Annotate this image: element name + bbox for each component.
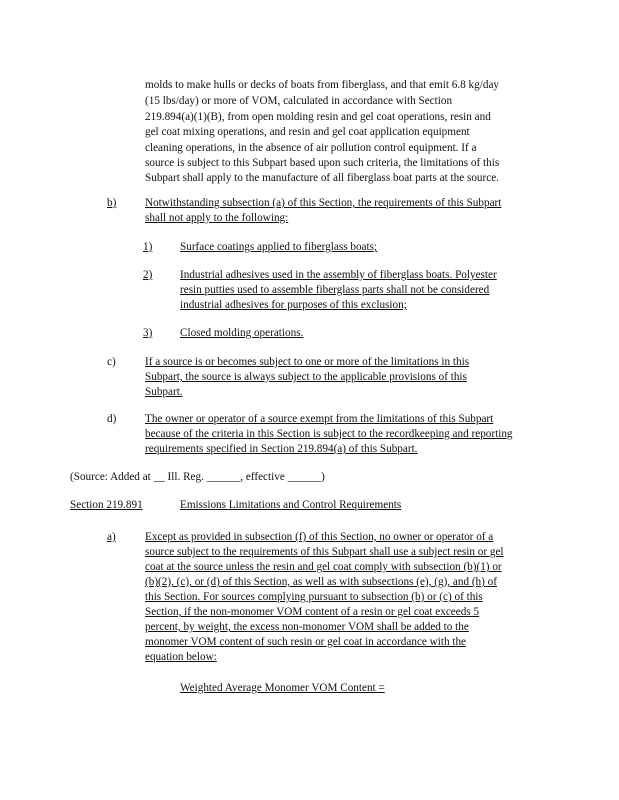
intro-line: cleaning operations, in the absence of air pollution control equipment. If a bbox=[145, 142, 477, 154]
subsection-c-line: Subpart. bbox=[145, 386, 183, 398]
item-2-label: 2) bbox=[143, 269, 153, 281]
subsection-c-line: If a source is or becomes subject to one or more of the limitations in this bbox=[145, 356, 470, 368]
subsection-c-label: c) bbox=[107, 356, 116, 368]
intro-line: (15 lbs/day) or more of VOM, calculated in accordance with Section bbox=[145, 95, 453, 107]
subsection-b-line: Notwithstanding subsection (a) of this Section, the requirements of this Subpart bbox=[145, 197, 502, 209]
subsection-d-line: The owner or operator of a source exempt from the limitations of this Subpart bbox=[145, 413, 494, 425]
source-note: (Source: Added at __ Ill. Reg. ______, effective ______) bbox=[70, 471, 325, 483]
section-title: Emissions Limitations and Control Requirements bbox=[180, 499, 402, 511]
subsection-d-line: requirements specified in Section 219.894(a) of this Subpart. bbox=[145, 443, 418, 455]
item-3-label: 3) bbox=[143, 327, 153, 339]
intro-line: source is subject to this Subpart based upon such criteria, the limitations of this bbox=[145, 157, 500, 169]
section-number: Section 219.891 bbox=[70, 499, 143, 511]
subsection-a-line: coat at the source unless the resin and gel coat comply with subsection (b)(1) or bbox=[145, 561, 502, 573]
item-1-line: Surface coatings applied to fiberglass boats; bbox=[180, 241, 378, 253]
intro-line: Subpart shall apply to the manufacture of all fiberglass boat parts at the source. bbox=[145, 172, 499, 184]
equation-label: Weighted Average Monomer VOM Content = bbox=[180, 682, 385, 694]
subsection-d-label: d) bbox=[107, 413, 117, 425]
subsection-a-line: equation below: bbox=[145, 651, 217, 663]
subsection-a-line: (b)(2), (c), or (d) of this Section, as well as with subsections (e), (g), and (h) of bbox=[145, 576, 497, 588]
item-2-line: Industrial adhesives used in the assembly of fiberglass boats. Polyester bbox=[180, 269, 497, 281]
intro-line: molds to make hulls or decks of boats from fiberglass, and that emit 6.8 kg/day bbox=[145, 79, 500, 91]
item-1-label: 1) bbox=[143, 241, 153, 253]
subsection-a-line: Section, if the non-monomer VOM content of a resin or gel coat exceeds 5 bbox=[145, 606, 480, 618]
subsection-a-line: this Section. For sources complying pursuant to subsection (b) or (c) of this bbox=[145, 591, 483, 603]
subsection-a-line: Except as provided in subsection (f) of this Section, no owner or operator of a bbox=[145, 531, 494, 543]
subsection-d-line: because of the criteria in this Section is subject to the recordkeeping and reporting bbox=[145, 428, 513, 440]
intro-line: gel coat mixing operations, and resin and gel coat application equipment bbox=[145, 126, 470, 138]
subsection-a-line: monomer VOM content of such resin or gel coat in accordance with the bbox=[145, 636, 467, 648]
subsection-b-line: shall not apply to the following: bbox=[145, 212, 289, 224]
subsection-a-line: percent, by weight, the excess non-monomer VOM shall be added to the bbox=[145, 621, 469, 633]
subsection-a-label: a) bbox=[107, 531, 116, 543]
item-3-line: Closed molding operations. bbox=[180, 327, 304, 339]
subsection-a-line: source subject to the requirements of this Subpart shall use a subject resin or gel bbox=[145, 546, 504, 558]
intro-line: 219.894(a)(1)(B), from open molding resin and gel coat operations, resin and bbox=[145, 111, 491, 123]
subsection-b-label: b) bbox=[107, 197, 117, 209]
item-2-line: resin putties used to assemble fiberglass parts shall not be considered bbox=[180, 284, 490, 296]
item-2-line: industrial adhesives for purposes of this exclusion; bbox=[180, 299, 407, 311]
subsection-c-line: Subpart, the source is always subject to the applicable provisions of this bbox=[145, 371, 467, 383]
